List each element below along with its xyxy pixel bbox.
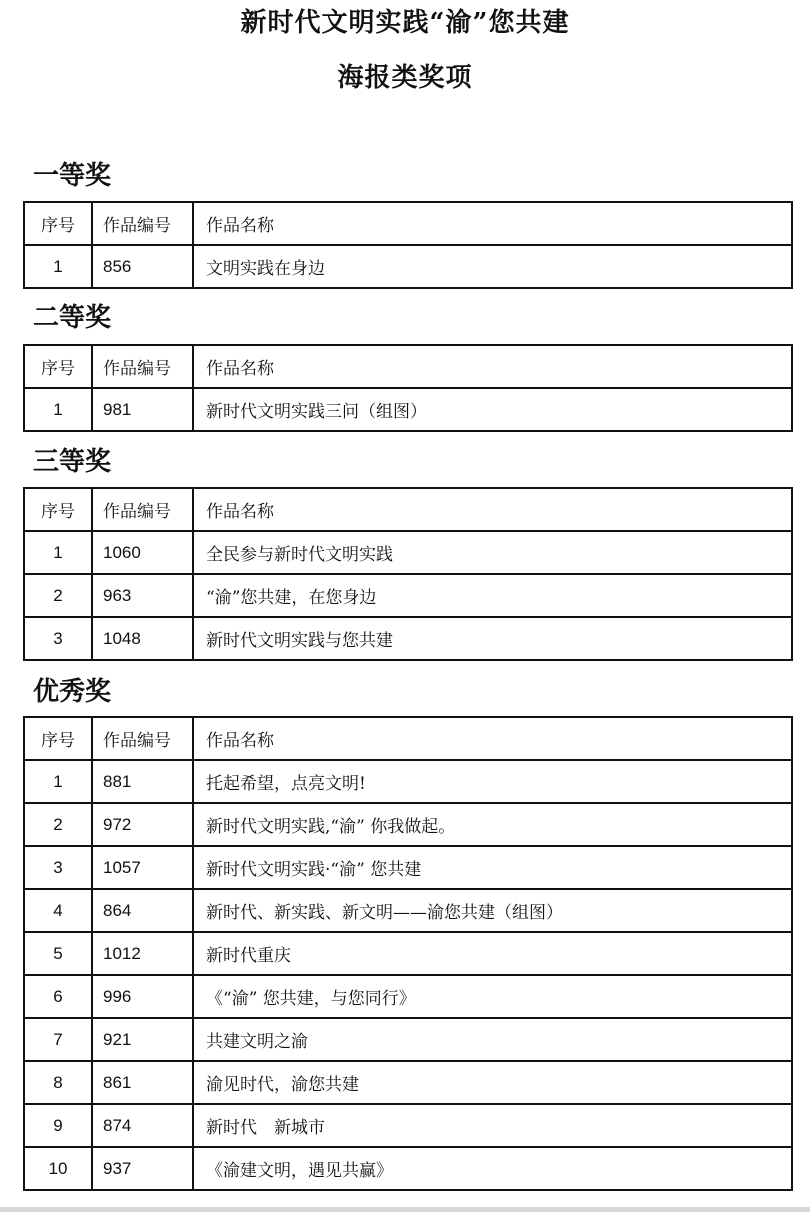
header-seq: 序号: [24, 345, 92, 388]
row-seq: 1: [24, 245, 92, 288]
header-name: 作品名称: [193, 345, 792, 388]
row-name: 全民参与新时代文明实践: [193, 531, 792, 574]
table-row: [24, 245, 792, 288]
header-seq: 序号: [24, 202, 92, 245]
row-num: 856: [92, 245, 193, 288]
row-seq: 7: [24, 1018, 92, 1061]
row-seq: 5: [24, 932, 92, 975]
document-title: 新时代文明实践“渝”您共建: [240, 8, 570, 38]
row-seq: 1: [24, 760, 92, 803]
table-row: [24, 1104, 792, 1147]
table-header-row: [24, 345, 792, 388]
row-name: 新时代 新城市: [193, 1104, 792, 1147]
third-prize-table: [23, 487, 793, 661]
header-num: 作品编号: [92, 345, 193, 388]
row-seq: 10: [24, 1147, 92, 1190]
table-row: [24, 846, 792, 889]
table-header-row: [24, 488, 792, 531]
row-name: 新时代重庆: [193, 932, 792, 975]
row-name: 共建文明之渝: [193, 1018, 792, 1061]
row-num: 981: [92, 388, 193, 431]
row-num: 963: [92, 574, 193, 617]
table-row: [24, 803, 792, 846]
row-seq: 6: [24, 975, 92, 1018]
row-seq: 1: [24, 531, 92, 574]
row-seq: 9: [24, 1104, 92, 1147]
header-name: 作品名称: [193, 202, 792, 245]
section-heading-second-prize: 二等奖: [33, 303, 112, 333]
excellence-prize-table: [23, 716, 793, 1191]
table-row: [24, 1061, 792, 1104]
table-row: [24, 760, 792, 803]
row-name: 文明实践在身边: [193, 245, 792, 288]
row-name: 新时代文明实践,“渝” 你我做起。: [193, 803, 792, 846]
row-name: “渝”您共建，在您身边: [193, 574, 792, 617]
table-row: [24, 617, 792, 660]
row-name: 《渝建文明，遇见共赢》: [193, 1147, 792, 1190]
row-seq: 3: [24, 846, 92, 889]
table-row: [24, 1147, 792, 1190]
section-heading-excellence-prize: 优秀奖: [33, 677, 112, 707]
row-num: 874: [92, 1104, 193, 1147]
row-seq: 3: [24, 617, 92, 660]
row-name: 新时代文明实践·“渝” 您共建: [193, 846, 792, 889]
header-seq: 序号: [24, 488, 92, 531]
row-num: 881: [92, 760, 193, 803]
row-seq: 8: [24, 1061, 92, 1104]
row-seq: 2: [24, 803, 92, 846]
header-num: 作品编号: [92, 717, 193, 760]
header-name: 作品名称: [193, 717, 792, 760]
first-prize-table: [23, 201, 793, 289]
row-name: 渝见时代，渝您共建: [193, 1061, 792, 1104]
row-num: 1012: [92, 932, 193, 975]
row-seq: 4: [24, 889, 92, 932]
second-prize-table: [23, 344, 793, 432]
row-name: 新时代、新实践、新文明——渝您共建（组图）: [193, 889, 792, 932]
row-num: 864: [92, 889, 193, 932]
table-row: [24, 1018, 792, 1061]
row-num: 1057: [92, 846, 193, 889]
row-seq: 1: [24, 388, 92, 431]
header-num: 作品编号: [92, 202, 193, 245]
table-row: [24, 889, 792, 932]
row-name: 新时代文明实践与您共建: [193, 617, 792, 660]
table-row: [24, 574, 792, 617]
section-heading-first-prize: 一等奖: [33, 161, 112, 191]
table-row: [24, 531, 792, 574]
page-bottom-edge: [0, 1207, 810, 1212]
row-name: 新时代文明实践三问（组图）: [193, 388, 792, 431]
table-header-row: [24, 717, 792, 760]
row-num: 972: [92, 803, 193, 846]
table-row: [24, 388, 792, 431]
row-num: 921: [92, 1018, 193, 1061]
row-name: 《“渝” 您共建，与您同行》: [193, 975, 792, 1018]
table-row: [24, 975, 792, 1018]
row-num: 937: [92, 1147, 193, 1190]
table-row: [24, 932, 792, 975]
row-seq: 2: [24, 574, 92, 617]
header-name: 作品名称: [193, 488, 792, 531]
row-num: 1048: [92, 617, 193, 660]
document-subtitle: 海报类奖项: [337, 63, 473, 93]
row-num: 861: [92, 1061, 193, 1104]
row-num: 996: [92, 975, 193, 1018]
row-num: 1060: [92, 531, 193, 574]
header-num: 作品编号: [92, 488, 193, 531]
table-header-row: [24, 202, 792, 245]
section-heading-third-prize: 三等奖: [33, 447, 112, 477]
header-seq: 序号: [24, 717, 92, 760]
row-name: 托起希望，点亮文明!: [193, 760, 792, 803]
